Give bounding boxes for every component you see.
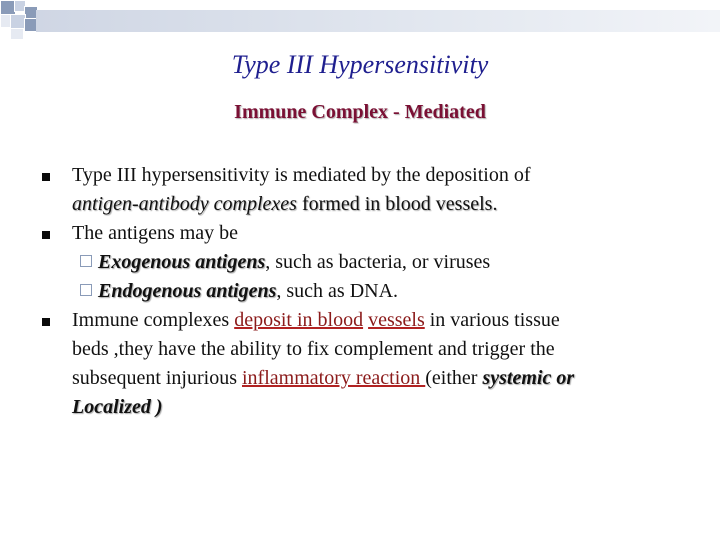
bullet-3-text: subsequent injurious bbox=[72, 367, 242, 389]
term-endogenous-antigens: Endogenous antigens bbox=[98, 280, 277, 302]
checkbox-bullet-icon bbox=[80, 284, 92, 296]
sub-bullet-text: , such as DNA. bbox=[276, 280, 399, 302]
sub-bullet-endogenous bbox=[80, 277, 398, 306]
term-systemic: systemic or bbox=[482, 367, 575, 389]
slide-subtitle: Immune Complex - Mediated bbox=[234, 101, 486, 123]
bullet-2-line: The antigens may be bbox=[72, 222, 239, 244]
bullet-3-line-4 bbox=[72, 393, 163, 422]
bullet-marker bbox=[42, 173, 50, 181]
underlined-inflammatory-reaction: inflammatory reaction bbox=[242, 367, 426, 389]
term-antigen-antibody-complexes: antigen-antibody complexes bbox=[72, 193, 297, 215]
sub-bullet-text: , such as bacteria, or viruses bbox=[265, 251, 491, 273]
checkbox-bullet-icon bbox=[80, 255, 92, 267]
term-exogenous-antigens: Exogenous antigens bbox=[98, 251, 266, 273]
bullet-3-line-3 bbox=[72, 364, 574, 393]
sub-bullet-exogenous bbox=[80, 248, 490, 277]
bullet-3-line-1 bbox=[72, 306, 560, 335]
underlined-vessels: vessels bbox=[368, 309, 425, 331]
bullet-3-line-2: beds ,they have the ability to fix complement and trigger the bbox=[72, 338, 555, 360]
slide-title: Type III Hypersensitivity bbox=[231, 50, 489, 79]
bullet-3-text: (either bbox=[425, 367, 483, 389]
bullet-1-text-end: formed in blood vessels. bbox=[296, 193, 498, 215]
term-localized: Localized ) bbox=[72, 396, 163, 418]
bullet-3-text: Immune complexes bbox=[72, 309, 235, 331]
bullet-1-line-1: Type III hypersensitivity is mediated by the deposition of bbox=[72, 164, 531, 186]
bullet-marker bbox=[42, 318, 50, 326]
bullet-3-text: in various tissue bbox=[424, 309, 560, 331]
bullet-1-line-2 bbox=[72, 190, 497, 219]
bullet-marker bbox=[42, 231, 50, 239]
underlined-deposit-in-blood: deposit in blood bbox=[234, 309, 364, 331]
